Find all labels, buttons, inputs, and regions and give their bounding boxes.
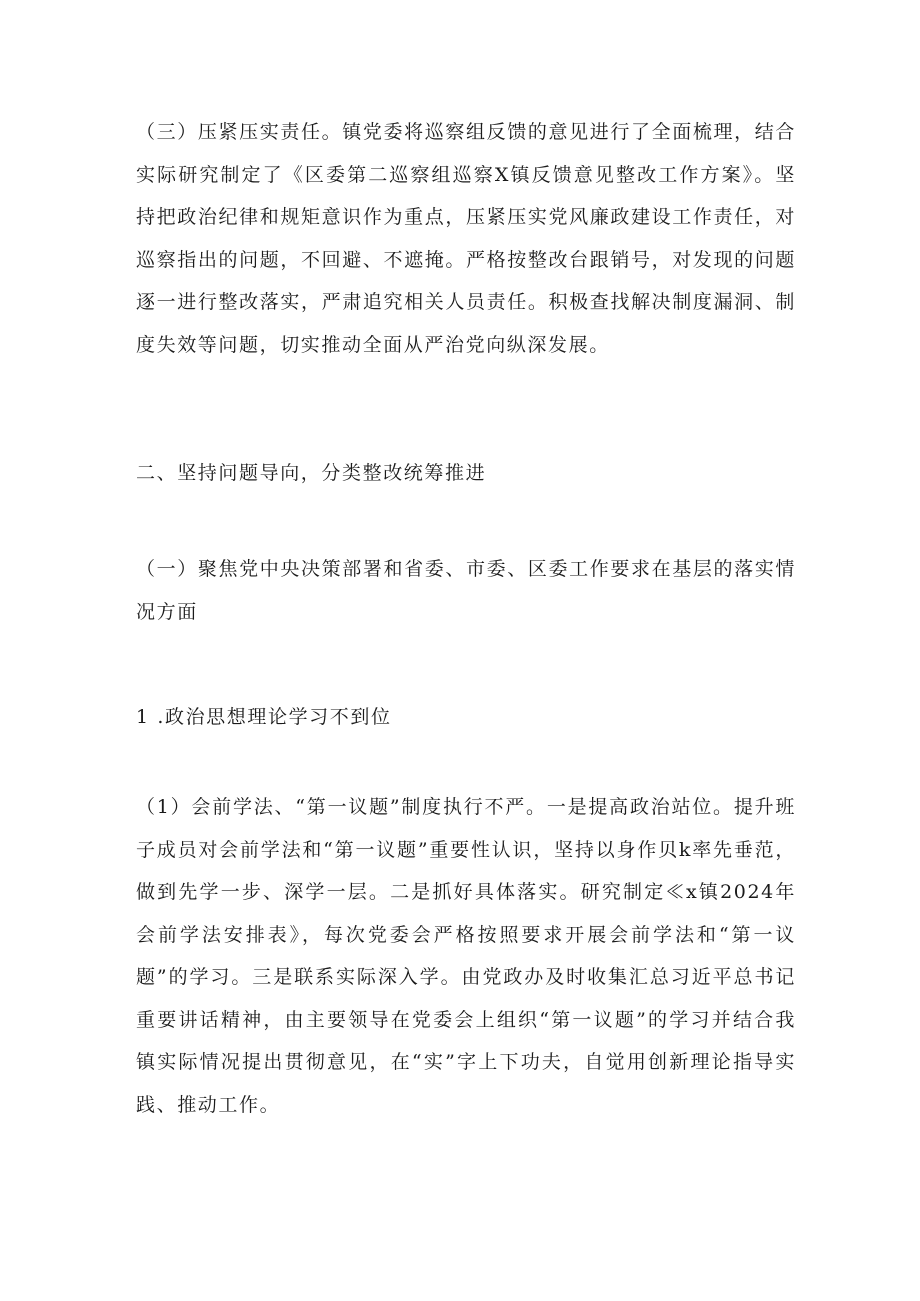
item-heading-1: 1 .政治思想理论学习不到位	[136, 706, 392, 728]
section-heading-two: 二、坚持问题导向，分类整改统筹推进	[136, 462, 487, 484]
subsection-heading-one: （一）聚焦党中央决策部署和省委、市委、区委工作要求在基层的落实情况方面	[136, 558, 796, 623]
paragraph-responsibility: （三）压紧压实责任。镇党委将巡察组反馈的意见进行了全面梳理，结合实际研究制定了《区委第二巡察组巡察X镇反馈意见整改工作方案》。坚持把政治纪律和规矩意识作为重点，压紧压实党风廉政建设工作责任，对巡察指出的问题，不回避、不遮掩。严格按整改台跟销号，对发现的问题逐一进行整改落实，严肃追究相关人员责任。积极查找解决制度漏洞、制度失效等问题，切实推动全面从严治党向纵深发展。	[136, 121, 796, 356]
paragraph-item-1-1: （1）会前学法、“第一议题”制度执行不严。一是提高政治站位。提升班子成员对会前学法和“第一议题”重要性认识，坚持以身作贝k率先垂范，做到先学一步、深学一层。二是抓好具体落实。研究制定≪x镇2024年会前学法安排表》，每次党委会严格按照要求开展会前学法和“第一议题”的学习。三是联系实际深入学。由党政办及时收集汇总习近平总书记重要讲话精神，由主要领导在党委会上组织“第一议题”的学习并结合我镇实际情况提出贯彻意见，在“实”字上下功夫，自觉用创新理论指导实践、推动工作。	[136, 796, 796, 1116]
